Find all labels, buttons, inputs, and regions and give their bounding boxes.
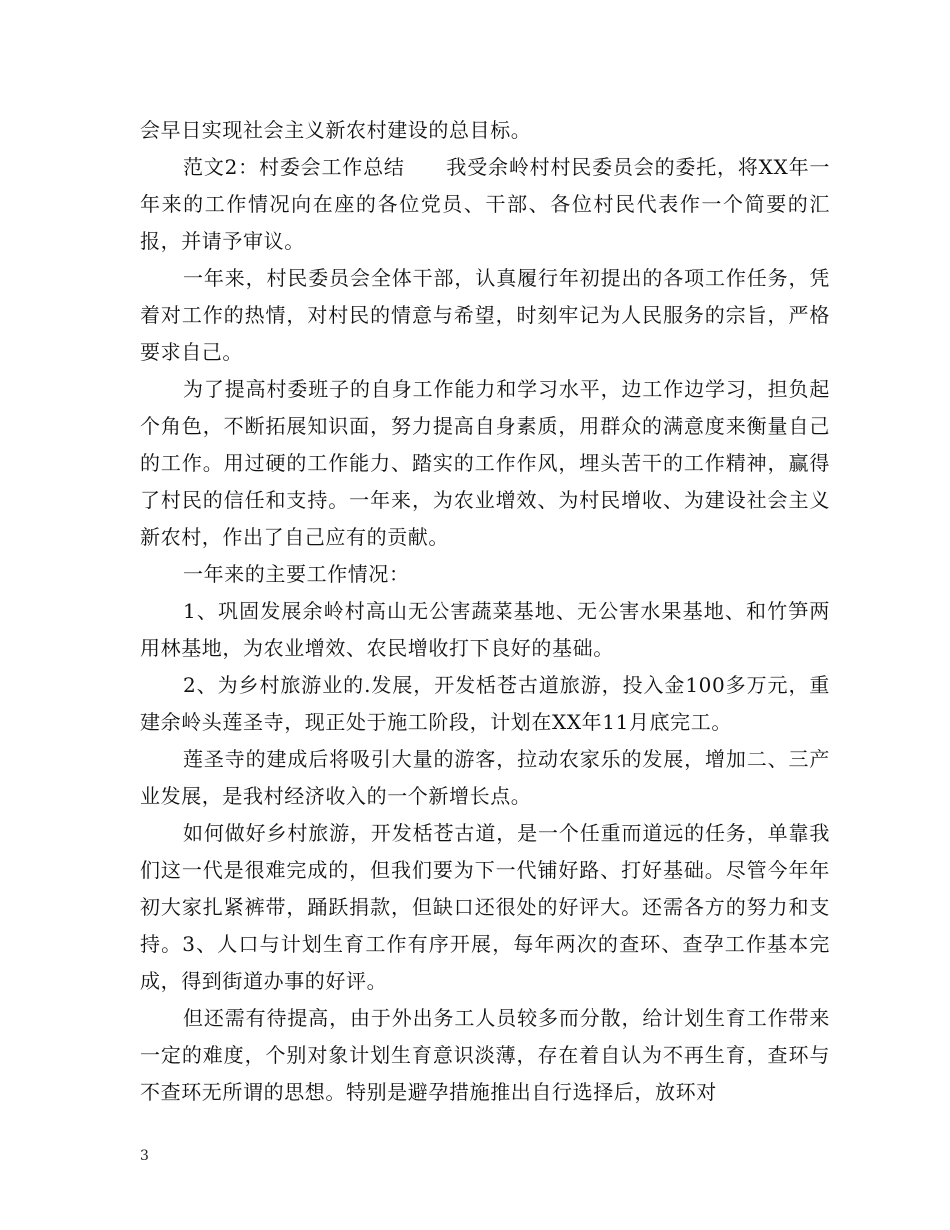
paragraph: 一年来，村民委员会全体干部，认真履行年初提出的各项工作任务，凭着对工作的热情，对村民的情意与希望，时刻牢记为人民服务的宗旨，严格要求自己。 bbox=[140, 266, 830, 364]
document-body bbox=[140, 112, 830, 1111]
paragraph: 为了提高村委班子的自身工作能力和学习水平，边工作边学习，担负起个角色，不断拓展知识面，努力提高自身素质，用群众的满意度来衡量自己的工作。用过硬的工作能力、踏实的工作作风，埋头苦干的工作精神，赢得了村民的信任和支持。一年来，为农业增效、为村民增收、为建设社会主义新农村，作出了自己应有的贡献。 bbox=[140, 377, 830, 549]
page-number: 3 bbox=[140, 1148, 149, 1164]
paragraph-item-2: 2、为乡村旅游业的.发展，开发栝苍古道旅游，投入金100多万元，重建余岭头莲圣寺，现正处于施工阶段，计划在XX年11月底完工。 bbox=[140, 673, 830, 734]
paragraph: 但还需有待提高，由于外出务工人员较多而分散，给计划生育工作带来一定的难度，个别对象计划生育意识淡薄，存在着自认为不再生育，查环与不查环无所谓的思想。特别是避孕措施推出自行选择后，放环对 bbox=[140, 1006, 830, 1104]
paragraph-sample-2-intro: 范文2：村委会工作总结 我受余岭村村民委员会的委托，将XX年一年来的工作情况向在座的各位党员、干部、各位村民代表作一个简要的汇报，并请予审议。 bbox=[140, 155, 830, 253]
paragraph-continuation: 会早日实现社会主义新农村建设的总目标。 bbox=[140, 118, 532, 142]
paragraph-section-heading: 一年来的主要工作情况： bbox=[183, 562, 410, 586]
paragraph: 莲圣寺的建成后将吸引大量的游客，拉动农家乐的发展，增加二、三产业发展，是我村经济收入的一个新增长点。 bbox=[140, 747, 830, 808]
paragraph: 如何做好乡村旅游，开发栝苍古道，是一个任重而道远的任务，单靠我们这一代是很难完成的，但我们要为下一代铺好路、打好基础。尽管今年年初大家扎紧裤带，踊跃捐款，但缺口还很处的好评大。还需各方的努力和支持。3、人口与计划生育工作有序开展，每年两次的查环、查孕工作基本完成，得到街道办事的好评。 bbox=[140, 821, 830, 993]
paragraph-item-1: 1、巩固发展余岭村高山无公害蔬菜基地、无公害水果基地、和竹笋两用林基地，为农业增效、农民增收打下良好的基础。 bbox=[140, 599, 830, 660]
